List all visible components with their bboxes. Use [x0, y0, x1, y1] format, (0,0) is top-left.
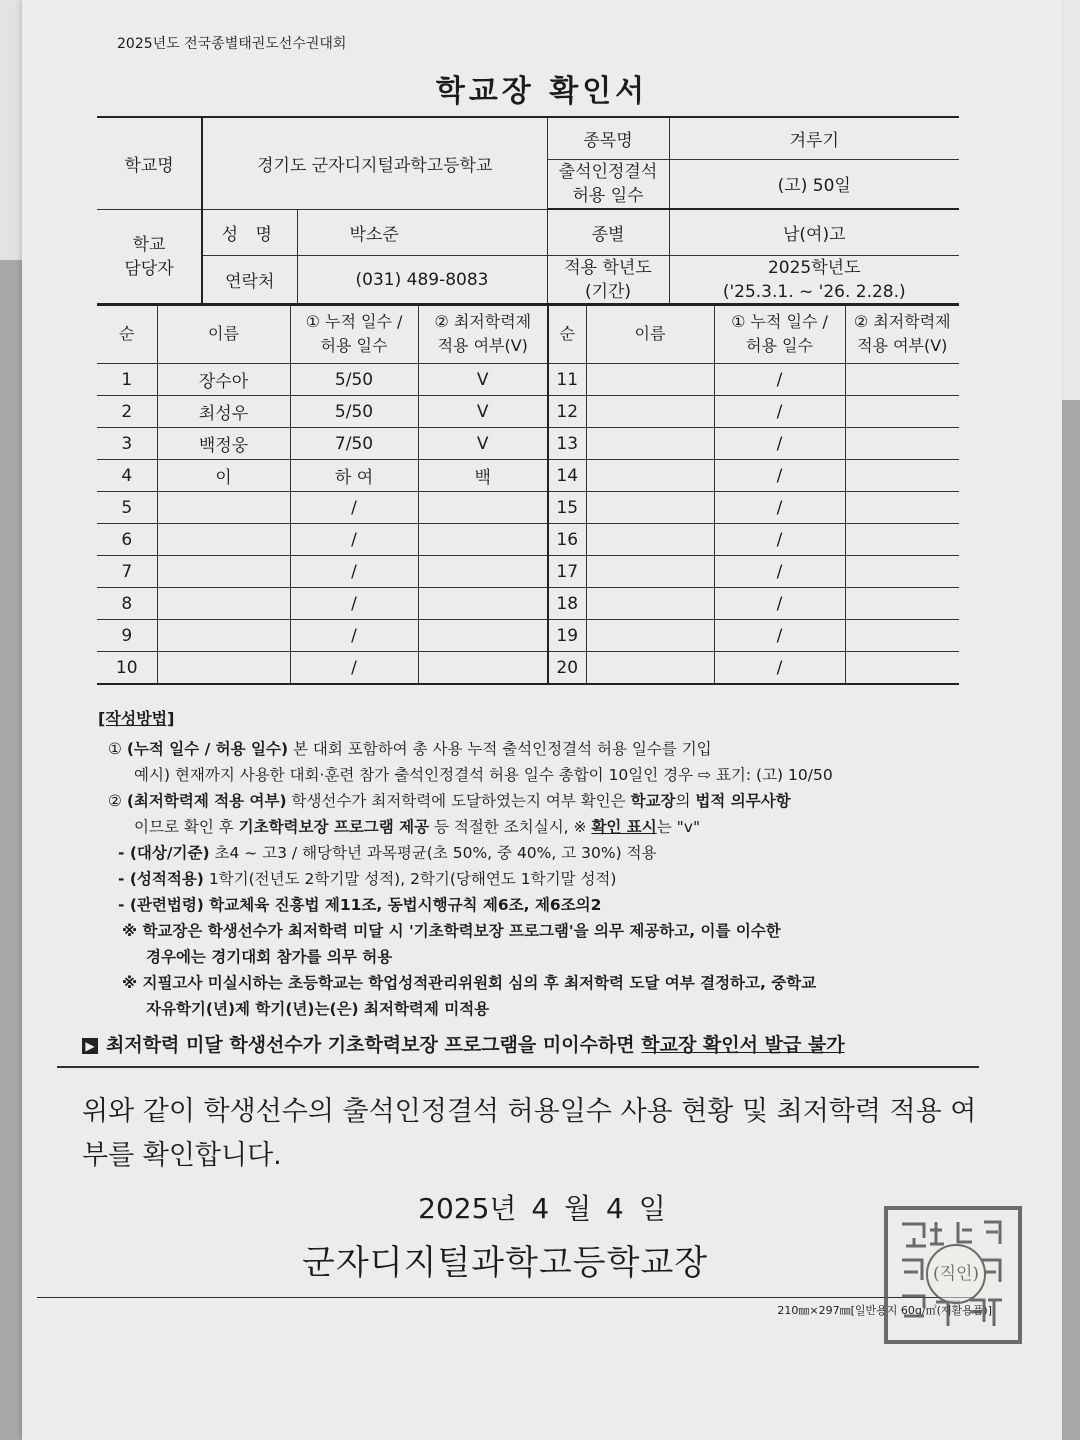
table-row: [97, 428, 959, 460]
instruction-2-line2-e: 는 "v": [656, 818, 701, 836]
roster-header-name-left: 이름: [157, 304, 290, 364]
instruction-2-text: 학생선수가 최저학력에 도달하였는지 여부 확인은: [286, 792, 631, 810]
roster-cell-no: 4: [97, 460, 157, 492]
school-value: 경기도 군자디지털과학고등학교: [202, 117, 547, 209]
roster-cell-min: [845, 428, 959, 460]
year-label: 적용 학년도 (기간): [547, 255, 669, 305]
roster-cell-min: [845, 620, 959, 652]
roster-cell-no: 16: [548, 524, 586, 556]
roster-cell-name: [157, 492, 290, 524]
divider-bottom: [37, 1297, 972, 1298]
roster-cell-name: [157, 524, 290, 556]
roster-cell-days: /: [290, 492, 418, 524]
detail-law: [118, 893, 833, 915]
roster-cell-min: [418, 524, 548, 556]
paper-spec: 210㎜×297㎜[일반용지 60g/㎡(재활용품)]: [777, 1304, 992, 1317]
instructions: [98, 706, 833, 1019]
roster-cell-min: [845, 460, 959, 492]
roster-cell-name: [157, 652, 290, 685]
instructions-title: [작성방법]: [98, 709, 175, 728]
instruction-1: [108, 737, 833, 759]
manager-label: 학교 담당자: [97, 209, 202, 305]
instruction-2-mark-label: 확인 표시: [591, 818, 657, 836]
roster-cell-name: [586, 588, 714, 620]
roster-header-days-right: ① 누적 일수 / 허용 일수: [714, 304, 845, 364]
category-value: 남(여)고: [669, 209, 959, 255]
roster-cell-days: /: [714, 396, 845, 428]
roster-cell-days: /: [714, 588, 845, 620]
roster-header-no-right: 순: [548, 304, 586, 364]
roster-cell-min: [845, 556, 959, 588]
roster-cell-no: 18: [548, 588, 586, 620]
roster-cell-min: [418, 652, 548, 685]
roster-cell-min: [845, 492, 959, 524]
instruction-2-principal: 학교장: [630, 792, 676, 810]
roster-cell-no: 3: [97, 428, 157, 460]
instruction-2-program: 기초학력보장 프로그램 제공: [238, 818, 430, 836]
instruction-1-heading: (누적 일수 / 허용 일수): [126, 740, 289, 758]
detail-target-text: 초4 ~ 고3 / 해당학년 과목평균(초 50%, 중 40%, 고 30%) 적용: [209, 844, 657, 862]
principal-name: 군자디지털과학고등학교장: [302, 1243, 709, 1283]
roster-cell-no: 20: [548, 652, 586, 685]
instruction-2-mark: ②: [108, 792, 122, 810]
warning-emphasis: 학교장 확인서 발급 불가: [641, 1034, 845, 1056]
roster-cell-days: 하 여: [290, 460, 418, 492]
note-elementary-2: 자유학기(년)제 학기(년)는(은) 최저학력제 미적용: [146, 1000, 490, 1018]
roster-table: [97, 303, 959, 685]
document-page: [22, 0, 1062, 1440]
name-value: 박소준: [297, 209, 547, 255]
event-name: 2025년도 전국종별태권도선수권대회: [117, 36, 347, 52]
detail-law-text: 학교체육 진흥법 제11조, 동법시행규칙 제6조, 제6조의2: [203, 896, 602, 914]
school-label: 학교명: [97, 117, 202, 209]
roster-cell-name: [586, 556, 714, 588]
event-type-label: 종목명: [547, 117, 669, 159]
roster-cell-min: 백: [418, 460, 548, 492]
roster-cell-days: /: [714, 460, 845, 492]
table-row: [97, 652, 959, 685]
confirmation-text: 위와 같이 학생선수의 출석인정결석 허용일수 사용 현황 및 최저학력 적용 여부를 확인합니다.: [82, 1096, 977, 1171]
roster-cell-days: /: [714, 428, 845, 460]
absence-days-label: 출석인정결석 허용 일수: [547, 159, 669, 209]
roster-header-no-left: 순: [97, 304, 157, 364]
roster-cell-days: 5/50: [290, 364, 418, 396]
absence-days-value: (고) 50일: [669, 159, 959, 209]
roster-cell-name: [586, 396, 714, 428]
roster-cell-no: 1: [97, 364, 157, 396]
table-row: [97, 396, 959, 428]
roster-cell-name: [586, 428, 714, 460]
roster-cell-name: [586, 524, 714, 556]
year-value: 2025학년도 ('25.3.1. ~ '26. 2.28.): [669, 255, 959, 305]
roster-cell-min: [845, 588, 959, 620]
instruction-1-example: 예시) 현재까지 사용한 대회·훈련 참가 출석인정결석 허용 일수 총합이 10일인 경우 ⇨ 표기: (고) 10/50: [134, 766, 833, 784]
roster-cell-no: 10: [97, 652, 157, 685]
seal-label: (직인): [926, 1244, 986, 1304]
roster-header-name-right: 이름: [586, 304, 714, 364]
instruction-2-legal-duty: 법적 의무사항: [695, 792, 791, 810]
roster-cell-min: [418, 588, 548, 620]
roster-cell-min: [845, 364, 959, 396]
roster-cell-name: [157, 620, 290, 652]
table-row: [97, 492, 959, 524]
detail-target-heading: - (대상/기준): [118, 844, 210, 862]
roster-cell-min: V: [418, 428, 548, 460]
roster-cell-no: 7: [97, 556, 157, 588]
roster-cell-no: 9: [97, 620, 157, 652]
roster-header-min-right: ② 최저학력제 적용 여부(V): [845, 304, 959, 364]
roster-cell-name: [586, 620, 714, 652]
roster-cell-no: 17: [548, 556, 586, 588]
roster-cell-no: 14: [548, 460, 586, 492]
roster-cell-days: /: [714, 620, 845, 652]
roster-header-days-left: ① 누적 일수 / 허용 일수: [290, 304, 418, 364]
table-row: [97, 364, 959, 396]
roster-cell-days: /: [290, 652, 418, 685]
instruction-2-line2: [134, 815, 833, 837]
roster-cell-name: [586, 652, 714, 685]
roster-cell-no: 13: [548, 428, 586, 460]
roster-cell-no: 15: [548, 492, 586, 524]
detail-target: [118, 841, 833, 863]
roster-cell-min: [845, 524, 959, 556]
roster-cell-days: /: [290, 556, 418, 588]
roster-cell-name: 이: [157, 460, 290, 492]
roster-cell-name: 장수아: [157, 364, 290, 396]
roster-cell-days: 5/50: [290, 396, 418, 428]
detail-grades-text: 1학기(전년도 2학기말 성적), 2학기(당해연도 1학기말 성적): [203, 870, 617, 888]
detail-grades-heading: - (성적적용): [118, 870, 204, 888]
arrow-box-icon: ▶: [82, 1038, 98, 1054]
divider-top: [57, 1066, 979, 1068]
info-table: [97, 116, 959, 306]
roster-cell-name: [157, 556, 290, 588]
roster-cell-name: [586, 364, 714, 396]
warning-line: [82, 1030, 845, 1057]
roster-cell-days: /: [290, 524, 418, 556]
roster-cell-no: 5: [97, 492, 157, 524]
table-row: [97, 524, 959, 556]
roster-cell-days: /: [290, 588, 418, 620]
roster-cell-days: /: [290, 620, 418, 652]
roster-cell-min: [845, 652, 959, 685]
roster-cell-no: 11: [548, 364, 586, 396]
instruction-2-line2-a: 이므로 확인 후: [134, 818, 239, 836]
detail-grades: [118, 867, 833, 889]
roster-cell-min: [418, 556, 548, 588]
roster-cell-no: 6: [97, 524, 157, 556]
roster-cell-days: /: [714, 492, 845, 524]
table-row: [97, 556, 959, 588]
instruction-2: [108, 789, 833, 811]
roster-cell-min: [845, 396, 959, 428]
table-row: [97, 460, 959, 492]
instruction-2-line2-c: 등 적절한 조치실시, ※: [429, 818, 592, 836]
roster-cell-min: [418, 492, 548, 524]
roster-header-row: [97, 304, 959, 364]
roster-cell-days: /: [714, 524, 845, 556]
roster-cell-no: 8: [97, 588, 157, 620]
roster-cell-min: [418, 620, 548, 652]
detail-law-heading: - (관련법령): [118, 896, 204, 914]
name-label: 성 명: [202, 209, 297, 255]
event-type-value: 겨루기: [669, 117, 959, 159]
roster-cell-name: [157, 588, 290, 620]
roster-cell-min: V: [418, 396, 548, 428]
contact-value: (031) 489-8083: [297, 255, 547, 305]
table-row: [97, 588, 959, 620]
document-title: 학교장 확인서: [435, 74, 649, 109]
roster-cell-no: 19: [548, 620, 586, 652]
roster-cell-days: /: [714, 652, 845, 685]
roster-header-min-left: ② 최저학력제 적용 여부(V): [418, 304, 548, 364]
roster-cell-name: [586, 492, 714, 524]
warning-text: 최저학력 미달 학생선수가 기초학력보장 프로그램을 미이수하면: [106, 1034, 642, 1056]
roster-cell-name: [586, 460, 714, 492]
instruction-1-mark: ①: [108, 740, 122, 758]
roster-cell-days: /: [714, 556, 845, 588]
instruction-2-particle: 의: [675, 792, 696, 810]
note-elementary: ※ 지필고사 미실시하는 초등학교는 학업성적관리위원회 심의 후 최저학력 도달 여부 결정하고, 중학교: [122, 974, 817, 992]
roster-cell-days: 7/50: [290, 428, 418, 460]
contact-label: 연락처: [202, 255, 297, 305]
note-principal-duty-2: 경우에는 경기대회 참가를 의무 허용: [146, 948, 393, 966]
roster-cell-days: /: [714, 364, 845, 396]
instruction-2-heading: (최저학력제 적용 여부): [126, 792, 287, 810]
table-row: [97, 620, 959, 652]
roster-cell-no: 2: [97, 396, 157, 428]
note-principal-duty: ※ 학교장은 학생선수가 최저학력 미달 시 '기초학력보장 프로그램'을 의무 제공하고, 이를 이수한: [122, 922, 781, 940]
roster-cell-min: V: [418, 364, 548, 396]
roster-cell-no: 12: [548, 396, 586, 428]
roster-cell-name: 백정웅: [157, 428, 290, 460]
instruction-1-text: 본 대회 포함하여 총 사용 누적 출석인정결석 허용 일수를 기입: [288, 740, 712, 758]
official-seal: [884, 1206, 1022, 1344]
issue-date: 2025년 4 월 4 일: [418, 1192, 666, 1225]
category-label: 종별: [547, 209, 669, 255]
roster-cell-name: 최성우: [157, 396, 290, 428]
